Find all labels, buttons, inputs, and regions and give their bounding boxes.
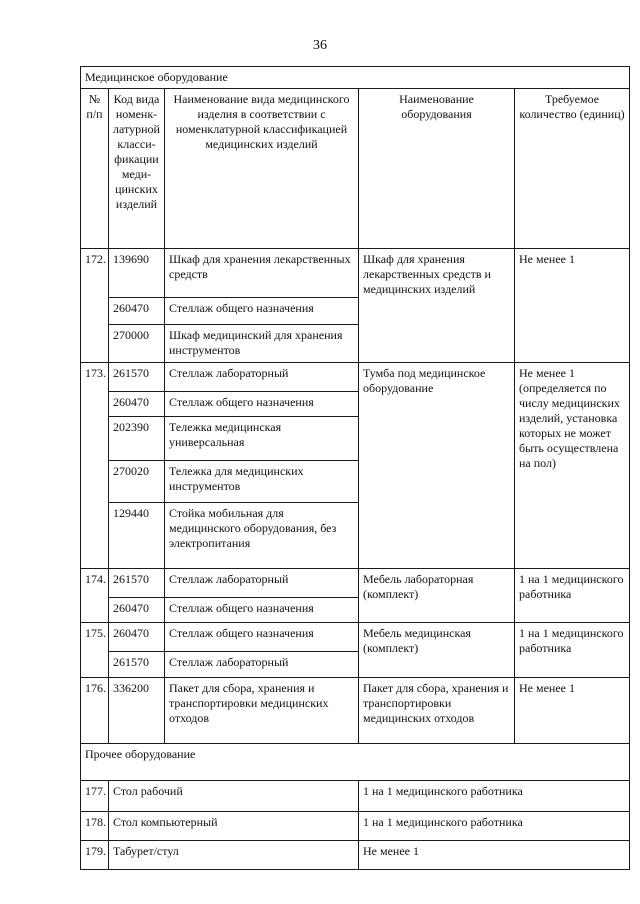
equipment-name: Шкаф для хранения лекарственных средств и медицинских изделий <box>359 249 515 363</box>
device-type: Стойка мобильная для медицинского оборудования, без электропитания <box>165 503 359 569</box>
device-type: Стеллаж общего назначения <box>165 298 359 325</box>
equipment-name: Мебель медицинская (комплект) <box>359 623 515 678</box>
device-code: 260470 <box>109 598 165 623</box>
device-type: Стеллаж лабораторный <box>165 569 359 598</box>
table-row <box>81 569 630 598</box>
device-type: Стеллаж общего назначения <box>165 598 359 623</box>
equipment-name: Табурет/стул <box>109 841 359 870</box>
required-quantity: 1 на 1 медицинского работника <box>515 623 630 678</box>
equipment-table-body <box>81 67 630 870</box>
equipment-name: Мебель лабораторная (комплект) <box>359 569 515 623</box>
device-code: 261570 <box>109 569 165 598</box>
row-number: 175. <box>81 623 109 678</box>
row-number: 178. <box>81 812 109 841</box>
device-type: Шкаф для хранения лекарственных средств <box>165 249 359 298</box>
header-num: № п/п <box>81 89 109 249</box>
row-number: 173. <box>81 363 109 569</box>
table-row <box>81 781 630 812</box>
device-code: 260470 <box>109 623 165 652</box>
equipment-table <box>80 66 630 870</box>
device-type: Шкаф медицинский для хранения инструментов <box>165 325 359 363</box>
required-quantity: Не менее 1 <box>359 841 630 870</box>
device-type: Стеллаж общего назначения <box>165 623 359 652</box>
device-type: Пакет для сбора, хранения и транспортировки медицинских отходов <box>165 678 359 744</box>
section-title-other: Прочее оборудование <box>81 744 630 781</box>
device-type: Стеллаж лабораторный <box>165 363 359 392</box>
equipment-name: Тумба под медицинское оборудование <box>359 363 515 569</box>
device-code: 129440 <box>109 503 165 569</box>
row-number: 172. <box>81 249 109 363</box>
required-quantity: 1 на 1 медицинского работника <box>359 812 630 841</box>
equipment-name: Стол компьютерный <box>109 812 359 841</box>
page-number: 36 <box>313 38 327 53</box>
row-number: 177. <box>81 781 109 812</box>
table-row <box>81 623 630 652</box>
device-code: 202390 <box>109 417 165 461</box>
row-number: 174. <box>81 569 109 623</box>
device-code: 261570 <box>109 363 165 392</box>
required-quantity: 1 на 1 медицинского работника <box>515 569 630 623</box>
table-row <box>81 363 630 392</box>
device-type: Тележка для медицинских инструментов <box>165 461 359 503</box>
device-type: Стеллаж общего назначения <box>165 392 359 417</box>
section-title-medical: Медицинское оборудование <box>81 67 630 89</box>
table-row <box>81 678 630 744</box>
equipment-name: Стол рабочий <box>109 781 359 812</box>
device-code: 270020 <box>109 461 165 503</box>
table-row <box>81 841 630 870</box>
table-row <box>81 249 630 298</box>
section-row-other <box>81 744 630 781</box>
required-quantity: Не менее 1 (определяется по числу медицинских изделий, установка которых не может быть осуществлена на пол) <box>515 363 630 569</box>
device-code: 260470 <box>109 392 165 417</box>
device-code: 270000 <box>109 325 165 363</box>
required-quantity: Не менее 1 <box>515 249 630 363</box>
device-code: 260470 <box>109 298 165 325</box>
section-row-medical <box>81 67 630 89</box>
row-number: 179. <box>81 841 109 870</box>
table-row <box>81 812 630 841</box>
device-type: Стеллаж лабораторный <box>165 652 359 678</box>
required-quantity: Не менее 1 <box>515 678 630 744</box>
row-number: 176. <box>81 678 109 744</box>
device-code: 261570 <box>109 652 165 678</box>
device-code: 336200 <box>109 678 165 744</box>
equipment-name: Пакет для сбора, хранения и транспортировки медицинских отходов <box>359 678 515 744</box>
header-row <box>81 89 630 249</box>
device-code: 139690 <box>109 249 165 298</box>
required-quantity: 1 на 1 медицинского работника <box>359 781 630 812</box>
header-code: Код вида номенк-латурной класси-фикации меди-цинских изделий <box>109 89 165 249</box>
header-device-type: Наименование вида медицинского изделия в соответствии с номенклатурной классификацией медицинских изделий <box>165 89 359 249</box>
header-equipment-name: Наименование оборудования <box>359 89 515 249</box>
device-type: Тележка медицинская универсальная <box>165 417 359 461</box>
header-quantity: Требуемое количество (единиц) <box>515 89 630 249</box>
